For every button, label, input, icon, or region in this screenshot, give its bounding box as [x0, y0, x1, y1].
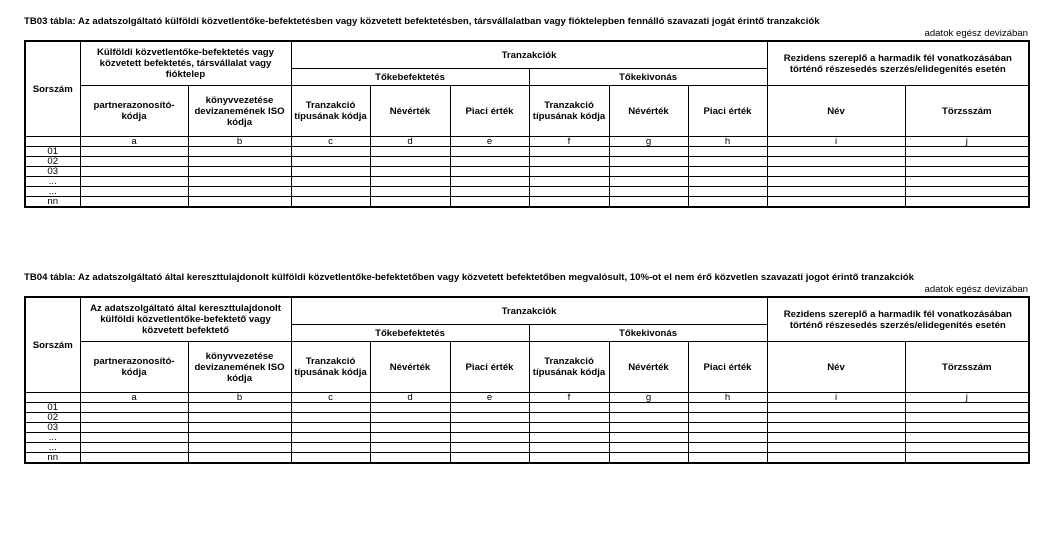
column-letter: b — [188, 137, 291, 147]
data-cell[interactable] — [529, 147, 609, 157]
data-cell[interactable] — [905, 187, 1029, 197]
data-cell[interactable] — [529, 433, 609, 443]
data-cell[interactable] — [188, 433, 291, 443]
data-cell[interactable] — [905, 403, 1029, 413]
data-cell[interactable] — [188, 167, 291, 177]
data-cell[interactable] — [80, 147, 188, 157]
column-header-row — [25, 342, 1029, 393]
data-cell[interactable] — [370, 433, 450, 443]
column-letter: c — [291, 137, 370, 147]
data-cell[interactable] — [688, 147, 767, 157]
empty-cell — [25, 137, 80, 147]
data-cell[interactable] — [529, 423, 609, 433]
data-cell[interactable] — [80, 167, 188, 177]
data-cell[interactable] — [609, 157, 688, 167]
table-row — [25, 433, 1029, 443]
data-cell[interactable] — [609, 167, 688, 177]
column-letter: d — [370, 137, 450, 147]
table-row — [25, 413, 1029, 423]
unit-note: adatok egész devizában — [924, 28, 1028, 39]
data-cell[interactable] — [450, 413, 529, 423]
data-cell[interactable] — [80, 403, 188, 413]
data-cell[interactable] — [188, 403, 291, 413]
nevertek-header: Névérték — [609, 342, 688, 393]
column-letter: a — [80, 393, 188, 403]
data-cell[interactable] — [370, 167, 450, 177]
data-cell[interactable] — [529, 187, 609, 197]
data-cell[interactable] — [80, 443, 188, 453]
nevertek-header: Névérték — [609, 86, 688, 137]
tb04-table — [24, 296, 1030, 464]
table-title: TB03 tábla: Az adatszolgáltató külföldi közvetlentőke-befektetésben vagy közvetett befektetésben, társvállalatban vagy fióktelepben fennálló szavazati jogát érintő tranzakciók — [24, 16, 820, 27]
table-row — [25, 167, 1029, 177]
data-cell[interactable] — [609, 147, 688, 157]
data-cell[interactable] — [529, 197, 609, 208]
deviza-header: könyvvezetése devizanemének ISO kódja — [188, 86, 291, 137]
tipus-header: Tranzakció típusának kódja — [291, 86, 370, 137]
data-cell[interactable] — [767, 167, 905, 177]
data-cell[interactable] — [450, 423, 529, 433]
table-row — [25, 147, 1029, 157]
data-cell[interactable] — [188, 187, 291, 197]
data-cell[interactable] — [188, 147, 291, 157]
row-number: nn — [25, 453, 80, 464]
data-cell[interactable] — [370, 147, 450, 157]
data-cell[interactable] — [80, 413, 188, 423]
data-cell[interactable] — [80, 197, 188, 208]
data-cell[interactable] — [688, 167, 767, 177]
rezidens-group-header: Rezidens szereplő a harmadik fél vonatkozásában történő részesedés szerzés/elidegenítés esetén — [767, 297, 1029, 342]
data-cell[interactable] — [905, 443, 1029, 453]
data-cell[interactable] — [370, 157, 450, 167]
torzsszam-header: Törzsszám — [905, 342, 1029, 393]
data-cell[interactable] — [450, 147, 529, 157]
data-cell[interactable] — [291, 443, 370, 453]
tipus-header: Tranzakció típusának kódja — [291, 342, 370, 393]
column-letter: j — [905, 137, 1029, 147]
data-cell[interactable] — [80, 433, 188, 443]
column-letter: g — [609, 137, 688, 147]
tipus-header: Tranzakció típusának kódja — [529, 86, 609, 137]
row-number: 03 — [25, 167, 80, 177]
table-body — [25, 41, 1029, 207]
data-cell[interactable] — [767, 177, 905, 187]
column-header-row — [25, 86, 1029, 137]
data-cell[interactable] — [450, 187, 529, 197]
entity-group-header: Az adatszolgáltató által kereszttulajdonolt külföldi közvetlentőke-befektető vagy közvetett befektető — [80, 297, 291, 342]
data-cell[interactable] — [529, 177, 609, 187]
table-row — [25, 453, 1029, 464]
data-cell[interactable] — [188, 443, 291, 453]
empty-cell — [25, 393, 80, 403]
data-cell[interactable] — [609, 443, 688, 453]
data-cell[interactable] — [529, 413, 609, 423]
table-body — [25, 297, 1029, 463]
data-cell[interactable] — [188, 453, 291, 464]
data-cell[interactable] — [291, 403, 370, 413]
table-row — [25, 187, 1029, 197]
tokebefektetes-header: Tőkebefektetés — [291, 325, 529, 342]
header-row — [25, 297, 1029, 325]
header-row — [25, 41, 1029, 69]
data-cell[interactable] — [767, 453, 905, 464]
data-cell[interactable] — [688, 177, 767, 187]
nevertek-header: Névérték — [370, 342, 450, 393]
data-cell[interactable] — [188, 423, 291, 433]
sorszam-header: Sorszám — [25, 297, 80, 393]
data-cell[interactable] — [450, 157, 529, 167]
data-cell[interactable] — [80, 177, 188, 187]
column-letter: f — [529, 137, 609, 147]
data-cell[interactable] — [688, 187, 767, 197]
table-row — [25, 177, 1029, 187]
data-cell[interactable] — [905, 197, 1029, 208]
table-row — [25, 157, 1029, 167]
data-cell[interactable] — [529, 443, 609, 453]
data-cell[interactable] — [767, 403, 905, 413]
unit-note: adatok egész devizában — [924, 284, 1028, 295]
data-cell[interactable] — [688, 403, 767, 413]
piaci-ertek-header: Piaci érték — [688, 86, 767, 137]
data-cell[interactable] — [688, 157, 767, 167]
data-cell[interactable] — [767, 433, 905, 443]
data-cell[interactable] — [905, 433, 1029, 443]
data-cell[interactable] — [767, 197, 905, 208]
data-cell[interactable] — [370, 443, 450, 453]
data-cell[interactable] — [688, 433, 767, 443]
data-cell[interactable] — [767, 413, 905, 423]
row-number: nn — [25, 197, 80, 208]
data-cell[interactable] — [370, 453, 450, 464]
data-cell[interactable] — [609, 177, 688, 187]
data-cell[interactable] — [609, 413, 688, 423]
column-letter: e — [450, 393, 529, 403]
data-cell[interactable] — [529, 403, 609, 413]
rezidens-group-header: Rezidens szereplő a harmadik fél vonatkozásában történő részesedés szerzés/elidegenítés esetén — [767, 41, 1029, 86]
data-cell[interactable] — [609, 433, 688, 443]
column-letter: i — [767, 393, 905, 403]
data-cell[interactable] — [767, 423, 905, 433]
data-cell[interactable] — [291, 157, 370, 167]
column-letter: j — [905, 393, 1029, 403]
tb03-table — [24, 40, 1030, 208]
data-cell[interactable] — [767, 187, 905, 197]
data-cell[interactable] — [370, 197, 450, 208]
sorszam-header: Sorszám — [25, 41, 80, 137]
data-cell[interactable] — [529, 157, 609, 167]
data-cell[interactable] — [291, 453, 370, 464]
table-row — [25, 423, 1029, 433]
data-cell[interactable] — [450, 167, 529, 177]
row-number: ... — [25, 177, 80, 187]
nev-header: Név — [767, 342, 905, 393]
column-letter: e — [450, 137, 529, 147]
data-cell[interactable] — [370, 187, 450, 197]
piaci-ertek-header: Piaci érték — [450, 342, 529, 393]
data-cell[interactable] — [688, 443, 767, 453]
row-number: 02 — [25, 413, 80, 423]
column-letter: b — [188, 393, 291, 403]
row-number: ... — [25, 433, 80, 443]
data-cell[interactable] — [767, 443, 905, 453]
data-cell[interactable] — [529, 167, 609, 177]
column-letter: d — [370, 393, 450, 403]
data-cell[interactable] — [450, 453, 529, 464]
data-cell[interactable] — [688, 453, 767, 464]
column-letter: c — [291, 393, 370, 403]
column-letter: i — [767, 137, 905, 147]
row-number: 01 — [25, 147, 80, 157]
data-cell[interactable] — [688, 413, 767, 423]
column-letter: h — [688, 137, 767, 147]
data-cell[interactable] — [905, 147, 1029, 157]
data-cell[interactable] — [291, 413, 370, 423]
row-number: 03 — [25, 423, 80, 433]
table-title: TB04 tábla: Az adatszolgáltató által kereszttulajdonolt külföldi közvetlentőke-befektetőben vagy közvetett befektetőben megvalósult, 10%-ot el nem érő közvetlen szavazati jogot érintő tranzakciók — [24, 272, 914, 283]
data-cell[interactable] — [291, 177, 370, 187]
data-cell[interactable] — [905, 177, 1029, 187]
data-cell[interactable] — [767, 147, 905, 157]
data-cell[interactable] — [905, 167, 1029, 177]
data-cell[interactable] — [80, 157, 188, 167]
data-cell[interactable] — [188, 413, 291, 423]
data-cell[interactable] — [80, 453, 188, 464]
partner-header: partnerazonosító-kódja — [80, 342, 188, 393]
data-cell[interactable] — [291, 423, 370, 433]
data-cell[interactable] — [291, 147, 370, 157]
row-number: ... — [25, 187, 80, 197]
tokekivonas-header: Tőkekivonás — [529, 69, 767, 86]
data-cell[interactable] — [529, 453, 609, 464]
column-letter: f — [529, 393, 609, 403]
data-cell[interactable] — [450, 443, 529, 453]
data-cell[interactable] — [80, 187, 188, 197]
letter-row — [25, 137, 1029, 147]
data-cell[interactable] — [905, 423, 1029, 433]
data-cell[interactable] — [688, 423, 767, 433]
data-cell[interactable] — [905, 413, 1029, 423]
data-cell[interactable] — [370, 413, 450, 423]
tb04-block — [24, 272, 1028, 464]
column-letter: g — [609, 393, 688, 403]
row-number: 01 — [25, 403, 80, 413]
data-cell[interactable] — [291, 433, 370, 443]
tipus-header: Tranzakció típusának kódja — [529, 342, 609, 393]
torzsszam-header: Törzsszám — [905, 86, 1029, 137]
deviza-header: könyvvezetése devizanemének ISO kódja — [188, 342, 291, 393]
data-cell[interactable] — [767, 157, 905, 167]
data-cell[interactable] — [370, 423, 450, 433]
data-cell[interactable] — [688, 197, 767, 208]
tranzakciok-header: Tranzakciók — [291, 297, 767, 325]
nev-header: Név — [767, 86, 905, 137]
data-cell[interactable] — [609, 187, 688, 197]
data-cell[interactable] — [188, 177, 291, 187]
data-cell[interactable] — [370, 403, 450, 413]
data-cell[interactable] — [450, 177, 529, 187]
data-cell[interactable] — [450, 433, 529, 443]
tranzakciok-header: Tranzakciók — [291, 41, 767, 69]
table-row — [25, 403, 1029, 413]
data-cell[interactable] — [291, 197, 370, 208]
table-row — [25, 443, 1029, 453]
data-cell[interactable] — [609, 403, 688, 413]
data-cell[interactable] — [609, 453, 688, 464]
data-cell[interactable] — [450, 197, 529, 208]
data-cell[interactable] — [291, 167, 370, 177]
table-row — [25, 197, 1029, 208]
tokekivonas-header: Tőkekivonás — [529, 325, 767, 342]
data-cell[interactable] — [188, 197, 291, 208]
piaci-ertek-header: Piaci érték — [688, 342, 767, 393]
data-cell[interactable] — [80, 423, 188, 433]
data-cell[interactable] — [609, 197, 688, 208]
column-letter: h — [688, 393, 767, 403]
data-cell[interactable] — [609, 423, 688, 433]
piaci-ertek-header: Piaci érték — [450, 86, 529, 137]
data-cell[interactable] — [291, 187, 370, 197]
data-cell[interactable] — [450, 403, 529, 413]
data-cell[interactable] — [188, 157, 291, 167]
tokebefektetes-header: Tőkebefektetés — [291, 69, 529, 86]
tb03-block — [24, 16, 1028, 208]
partner-header: partnerazonosító-kódja — [80, 86, 188, 137]
data-cell[interactable] — [370, 177, 450, 187]
letter-row — [25, 393, 1029, 403]
nevertek-header: Névérték — [370, 86, 450, 137]
row-number: 02 — [25, 157, 80, 167]
row-number: ... — [25, 443, 80, 453]
column-letter: a — [80, 137, 188, 147]
entity-group-header: Külföldi közvetlentőke-befektetés vagy közvetett befektetés, társvállalat vagy fióktelep — [80, 41, 291, 86]
data-cell[interactable] — [905, 453, 1029, 464]
data-cell[interactable] — [905, 157, 1029, 167]
